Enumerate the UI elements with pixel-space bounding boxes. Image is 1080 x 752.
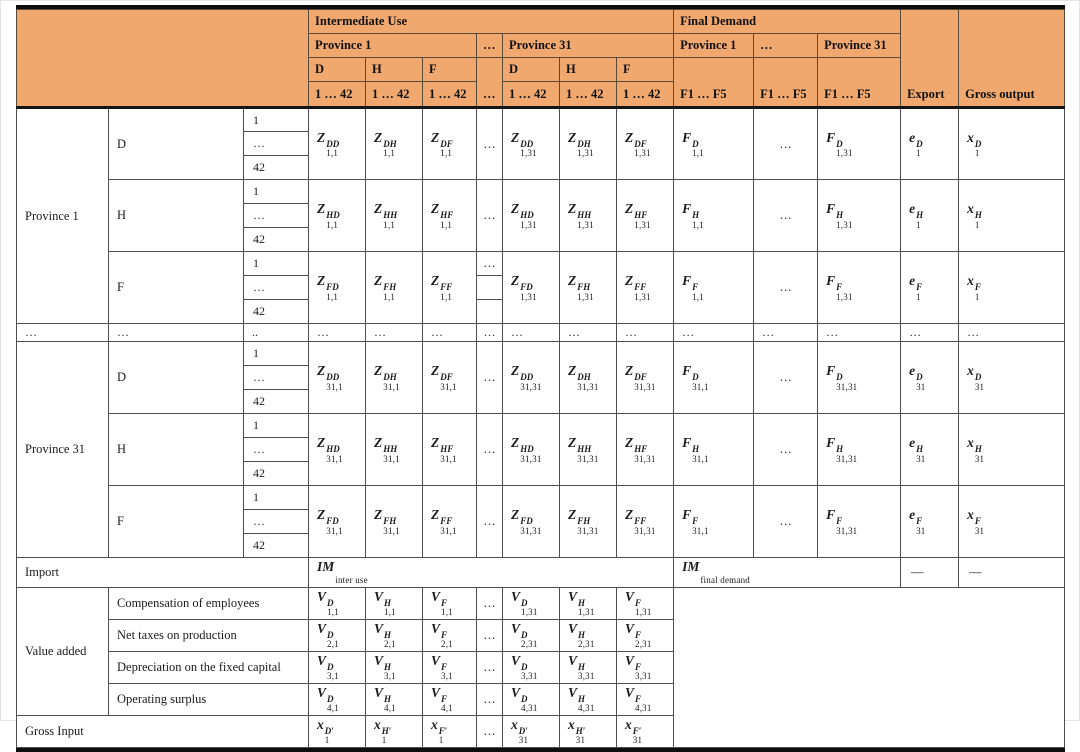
dash-cell: —: [901, 558, 959, 588]
v-cell: V F 1,1: [423, 587, 477, 619]
z-cell: Z DH 1,31: [560, 108, 617, 180]
dash-cell: —: [959, 558, 1065, 588]
ellipsis-cell: …: [477, 342, 503, 414]
v-cell: V D 1,1: [309, 587, 366, 619]
v-cell: V H 2,31: [560, 619, 617, 651]
va-row-label: Operating surplus: [109, 683, 309, 715]
z-cell: Z FD 1,31: [503, 252, 560, 324]
sector-label: H: [109, 414, 244, 486]
gross-input-label: Gross Input: [17, 715, 309, 747]
v-cell: V F 3,1: [423, 651, 477, 683]
z-cell: Z FD 1,1: [309, 252, 366, 324]
range-header: 1 … 42: [503, 82, 560, 108]
z-cell: Z FD 31,31: [503, 486, 560, 558]
z-cell: Z FF 31,31: [617, 486, 674, 558]
x-cell: x H′ 1: [366, 715, 423, 747]
x-cell: x D′ 1: [309, 715, 366, 747]
ellipsis-cell: …: [17, 324, 109, 342]
sector-label: F: [109, 252, 244, 324]
export-header: Export: [901, 10, 959, 108]
range-header: 1 … 42: [309, 82, 366, 108]
ellipsis-cell: …: [477, 715, 503, 747]
range-header: 1 … 42: [560, 82, 617, 108]
sector-d-header: D: [503, 58, 560, 82]
v-cell: V D 4,1: [309, 683, 366, 715]
z-cell: Z DF 31,31: [617, 342, 674, 414]
z-cell: Z DD 31,1: [309, 342, 366, 414]
z-cell: Z DF 31,1: [423, 342, 477, 414]
ellipsis-cell: [477, 276, 503, 300]
fd-province1-header: Province 1: [674, 34, 754, 58]
ellipsis-cell: …: [477, 252, 503, 276]
gross-output-cell: x F 1: [959, 252, 1065, 324]
subrow-label: 42: [244, 228, 309, 252]
v-cell: V H 1,31: [560, 587, 617, 619]
x-cell: x D′ 31: [503, 715, 560, 747]
v-cell: V F 2,1: [423, 619, 477, 651]
z-cell: Z DF 1,1: [423, 108, 477, 180]
ellipsis-cell: …: [959, 324, 1065, 342]
fd-cell: F D 1,1: [674, 108, 754, 180]
ellipsis-cell: …: [754, 252, 818, 324]
ellipsis-cell: …: [109, 324, 244, 342]
subrow-label: …: [244, 276, 309, 300]
z-cell: Z DH 31,1: [366, 342, 423, 414]
im-dots-header: …: [477, 34, 503, 58]
fd-range-header: F1 … F5: [754, 58, 818, 108]
v-cell: V F 2,31: [617, 619, 674, 651]
z-cell: Z HD 1,1: [309, 180, 366, 252]
z-cell: Z DH 31,31: [560, 342, 617, 414]
import-label: Import: [17, 558, 309, 588]
gross-output-cell: x H 1: [959, 180, 1065, 252]
z-cell: Z DD 1,1: [309, 108, 366, 180]
ellipsis-cell: …: [477, 619, 503, 651]
ellipsis-cell: …: [366, 324, 423, 342]
x-cell: x F′ 31: [617, 715, 674, 747]
x-cell: x H′ 31: [560, 715, 617, 747]
im-inter-use-cell: IM inter use: [309, 558, 674, 588]
v-cell: V H 3,1: [366, 651, 423, 683]
z-cell: Z FH 31,1: [366, 486, 423, 558]
io-table: [16, 9, 1065, 748]
fd-range-header: F1 … F5: [674, 58, 754, 108]
z-cell: Z FH 1,1: [366, 252, 423, 324]
z-cell: Z DH 1,1: [366, 108, 423, 180]
sector-f-header: F: [617, 58, 674, 82]
z-cell: Z HD 1,31: [503, 180, 560, 252]
ellipsis-cell: …: [754, 414, 818, 486]
range-header: 1 … 42: [423, 82, 477, 108]
ellipsis-cell: …: [901, 324, 959, 342]
fd-cell: F F 31,1: [674, 486, 754, 558]
subrow-label: …: [244, 132, 309, 156]
fd-cell: F D 31,31: [818, 342, 901, 414]
value-added-label: Value added: [17, 587, 109, 715]
sector-h-header: H: [366, 58, 423, 82]
im-province1-header: Province 1: [309, 34, 477, 58]
z-cell: Z HF 1,31: [617, 180, 674, 252]
v-cell: V D 3,31: [503, 651, 560, 683]
v-cell: V F 3,31: [617, 651, 674, 683]
z-cell: Z FD 31,1: [309, 486, 366, 558]
empty-region: [674, 587, 1065, 747]
sector-label: D: [109, 342, 244, 414]
export-cell: e F 31: [901, 486, 959, 558]
fd-cell: F D 31,1: [674, 342, 754, 414]
z-cell: Z HH 31,1: [366, 414, 423, 486]
v-cell: V H 4,31: [560, 683, 617, 715]
fd-cell: F D 1,31: [818, 108, 901, 180]
subrow-label: 1: [244, 108, 309, 132]
z-cell: Z DD 31,31: [503, 342, 560, 414]
z-cell: Z HD 31,31: [503, 414, 560, 486]
gross-output-cell: x D 31: [959, 342, 1065, 414]
z-cell: Z HH 1,1: [366, 180, 423, 252]
ellipsis-cell: …: [309, 324, 366, 342]
gross-output-header: Gross output: [959, 10, 1065, 108]
z-cell: Z DD 1,31: [503, 108, 560, 180]
sector-f-header: F: [423, 58, 477, 82]
ellipsis-cell: …: [754, 342, 818, 414]
subrow-label: 42: [244, 534, 309, 558]
gross-output-cell: x D 1: [959, 108, 1065, 180]
intermediate-use-header: Intermediate Use: [309, 10, 674, 34]
ellipsis-cell: …: [477, 414, 503, 486]
gross-output-cell: x H 31: [959, 414, 1065, 486]
ellipsis-cell: …: [617, 324, 674, 342]
v-cell: V F 1,31: [617, 587, 674, 619]
subrow-label: 1: [244, 414, 309, 438]
export-cell: e D 1: [901, 108, 959, 180]
z-cell: Z HH 1,31: [560, 180, 617, 252]
subrow-label: …: [244, 204, 309, 228]
z-cell: Z FF 31,1: [423, 486, 477, 558]
ellipsis-cell: [477, 300, 503, 324]
export-cell: e H 1: [901, 180, 959, 252]
v-cell: V D 2,31: [503, 619, 560, 651]
ellipsis-cell: …: [503, 324, 560, 342]
v-cell: V H 4,1: [366, 683, 423, 715]
ellipsis-cell: …: [423, 324, 477, 342]
x-cell: x F′ 1: [423, 715, 477, 747]
z-cell: Z FF 1,1: [423, 252, 477, 324]
subrow-label: …: [244, 438, 309, 462]
va-row-label: Net taxes on production: [109, 619, 309, 651]
export-cell: e F 1: [901, 252, 959, 324]
ellipsis-cell: …: [818, 324, 901, 342]
z-cell: Z HF 1,1: [423, 180, 477, 252]
subrow-label: 42: [244, 300, 309, 324]
final-demand-header: Final Demand: [674, 10, 901, 34]
gross-output-cell: x F 31: [959, 486, 1065, 558]
v-cell: V H 3,31: [560, 651, 617, 683]
fd-province31-header: Province 31: [818, 34, 901, 58]
subrow-label: 42: [244, 156, 309, 180]
z-cell: Z FF 1,31: [617, 252, 674, 324]
ellipsis-cell: …: [560, 324, 617, 342]
ellipsis-cell: …: [674, 324, 754, 342]
ellipsis-cell: …: [477, 651, 503, 683]
province-row-label: Province 31: [17, 342, 109, 558]
v-cell: V F 4,1: [423, 683, 477, 715]
ellipsis-cell: …: [477, 587, 503, 619]
subrow-label: 1: [244, 252, 309, 276]
va-row-label: Compensation of employees: [109, 587, 309, 619]
ellipsis-cell: …: [477, 486, 503, 558]
va-row-label: Depreciation on the fixed capital: [109, 651, 309, 683]
z-cell: Z FH 1,31: [560, 252, 617, 324]
export-cell: e D 31: [901, 342, 959, 414]
province-row-label: Province 1: [17, 108, 109, 324]
sector-label: D: [109, 108, 244, 180]
z-cell: Z HH 31,31: [560, 414, 617, 486]
fd-cell: F H 1,31: [818, 180, 901, 252]
subrow-label: …: [244, 366, 309, 390]
sector-label: H: [109, 180, 244, 252]
v-cell: V H 1,1: [366, 587, 423, 619]
subrow-label: 42: [244, 462, 309, 486]
ellipsis-cell: …: [477, 324, 503, 342]
io-table-frame: [16, 5, 1065, 752]
v-cell: V D 4,31: [503, 683, 560, 715]
ellipsis-cell: …: [754, 108, 818, 180]
ellipsis-cell: …: [754, 324, 818, 342]
subrow-label: 1: [244, 486, 309, 510]
fd-cell: F F 1,1: [674, 252, 754, 324]
v-cell: V D 2,1: [309, 619, 366, 651]
ellipsis-cell: …: [477, 180, 503, 252]
ellipsis-cell: …: [477, 683, 503, 715]
z-cell: Z DF 1,31: [617, 108, 674, 180]
z-cell: Z HF 31,1: [423, 414, 477, 486]
fd-range-header: F1 … F5: [818, 58, 901, 108]
fd-cell: F H 31,1: [674, 414, 754, 486]
sector-d-header: D: [309, 58, 366, 82]
fd-cell: F F 31,31: [818, 486, 901, 558]
im-dots-sub-header: …: [477, 58, 503, 108]
subrow-label: …: [244, 510, 309, 534]
subrow-label: 42: [244, 390, 309, 414]
ellipsis-cell: …: [477, 108, 503, 180]
ellipsis-cell: …: [754, 486, 818, 558]
sector-label: F: [109, 486, 244, 558]
im-final-demand-cell: IM final demand: [674, 558, 901, 588]
range-header: 1 … 42: [617, 82, 674, 108]
z-cell: Z FH 31,31: [560, 486, 617, 558]
v-cell: V D 3,1: [309, 651, 366, 683]
z-cell: Z HD 31,1: [309, 414, 366, 486]
corner-cell: [17, 10, 309, 108]
fd-cell: F F 1,31: [818, 252, 901, 324]
v-cell: V D 1,31: [503, 587, 560, 619]
export-cell: e H 31: [901, 414, 959, 486]
subrow-label: 1: [244, 180, 309, 204]
fd-cell: F H 31,31: [818, 414, 901, 486]
sector-h-header: H: [560, 58, 617, 82]
ellipsis-cell: …: [754, 180, 818, 252]
z-cell: Z HF 31,31: [617, 414, 674, 486]
v-cell: V F 4,31: [617, 683, 674, 715]
fd-cell: F H 1,1: [674, 180, 754, 252]
v-cell: V H 2,1: [366, 619, 423, 651]
im-province31-header: Province 31: [503, 34, 674, 58]
ellipsis-cell: ..: [244, 324, 309, 342]
range-header: 1 … 42: [366, 82, 423, 108]
subrow-label: 1: [244, 342, 309, 366]
fd-dots-header: …: [754, 34, 818, 58]
